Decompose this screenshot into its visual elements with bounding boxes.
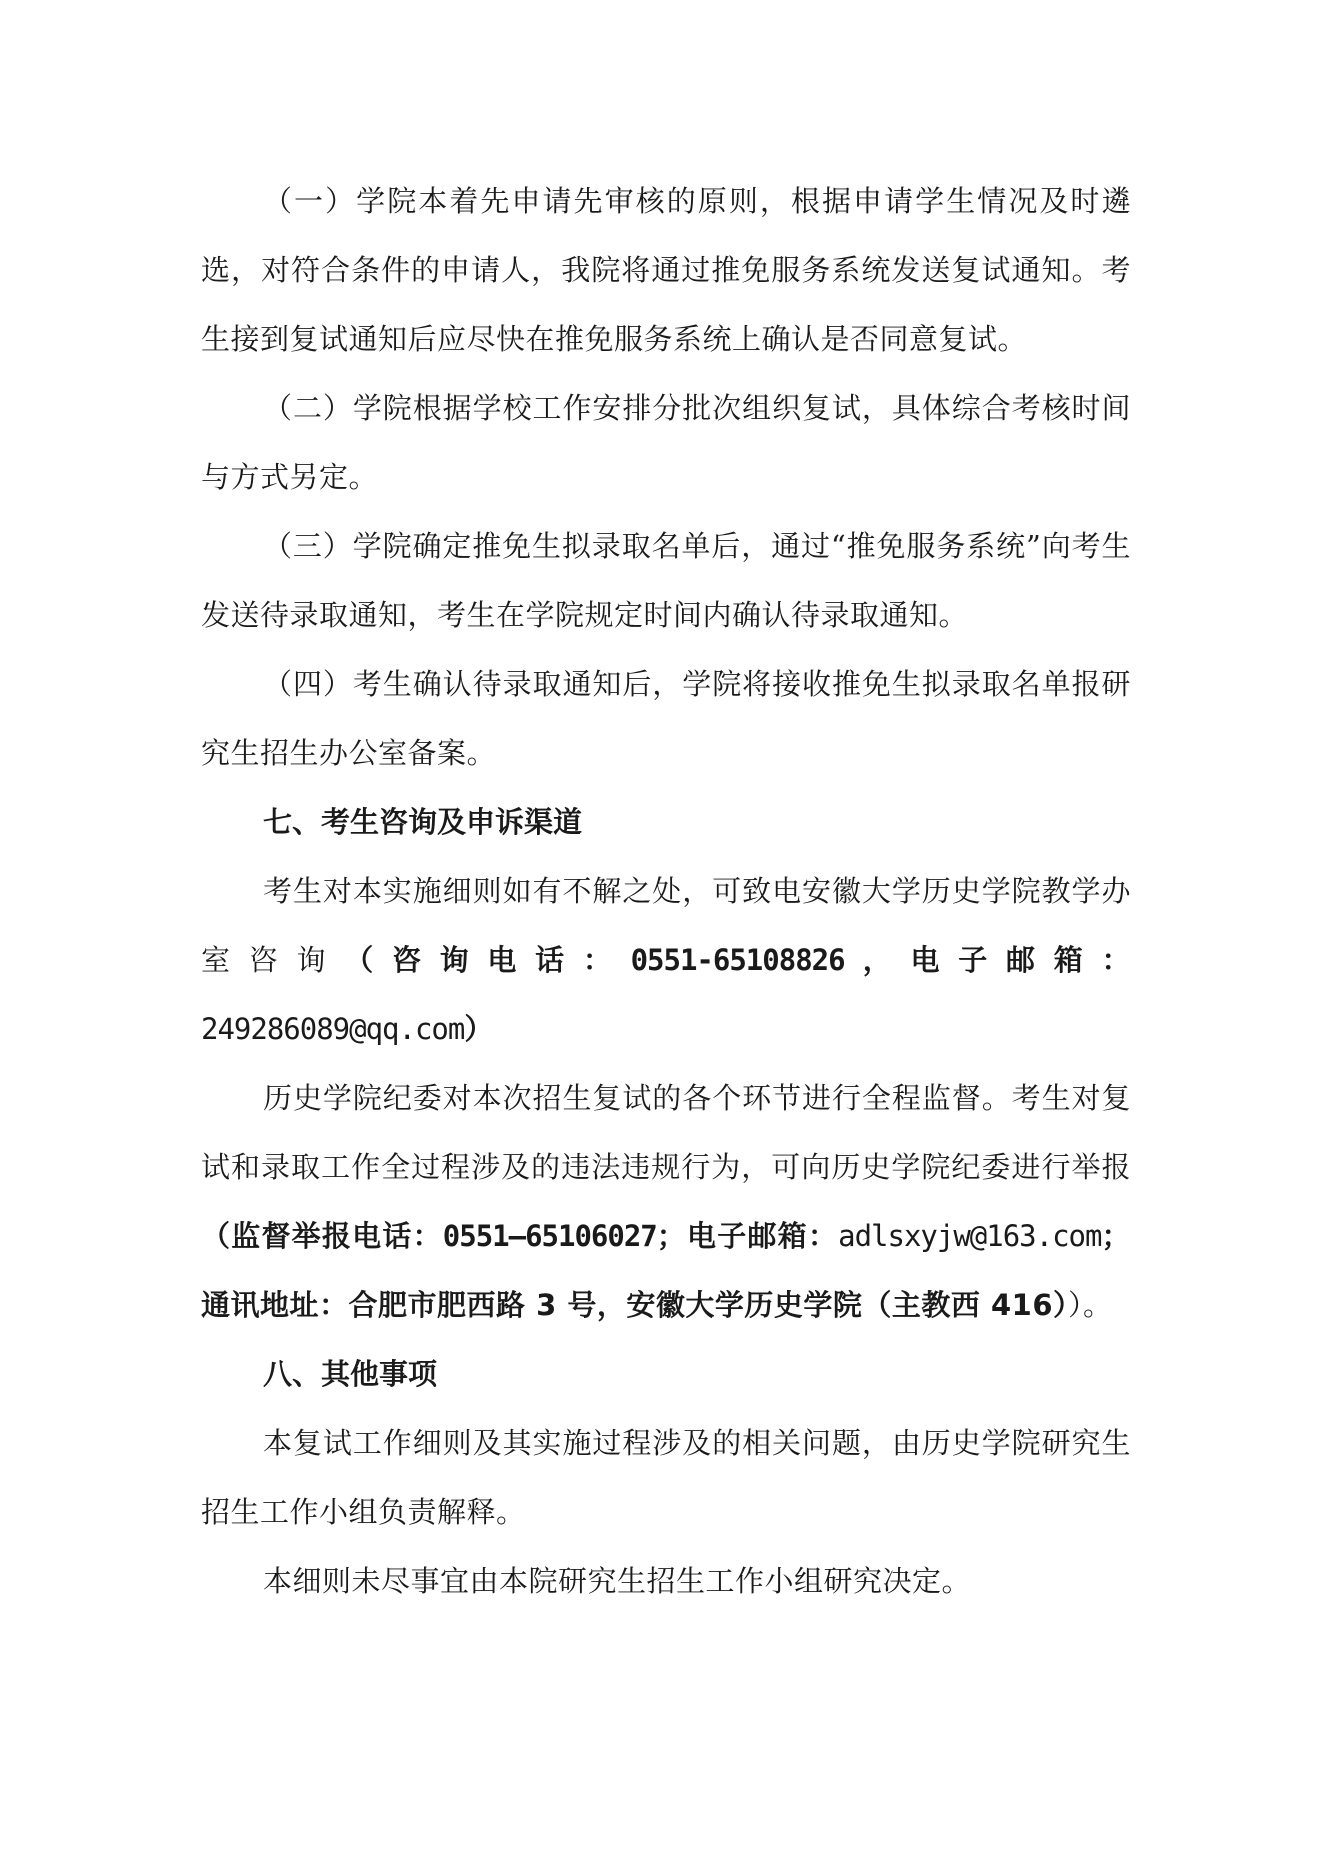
consult-sep: ， — [844, 943, 911, 977]
report-phone: 0551—65106027 — [442, 1219, 657, 1253]
report-open: （ — [201, 1219, 232, 1253]
report-email-label: 电子邮箱： — [686, 1219, 839, 1253]
consult-phone-label: 咨询电话： — [391, 943, 631, 977]
report-close: ）。 — [1068, 1288, 1113, 1322]
report-phone-label: 监督举报电话： — [231, 1219, 443, 1253]
section8-heading: 八、其他事项 — [263, 1357, 438, 1391]
consult-open: （ — [344, 943, 392, 977]
document-body — [201, 167, 1131, 1616]
consult-email[interactable]: 249286089@qq.com — [201, 1012, 465, 1046]
section6-item2: （二）学院根据学校工作安排分批次组织复试，具体综合考核时间与方式另定。 — [201, 391, 1131, 494]
section8-item2: 本细则未尽事宜由本院研究生招生工作小组研究决定。 — [263, 1564, 972, 1598]
consult-close: ） — [464, 1012, 494, 1046]
section6-item1: （一）学院本着先申请先审核的原则，根据申请学生情况及时遴选，对符合条件的申请人，我院将通过推免服务系统发送复试通知。考生接到复试通知后应尽快在推免服务系统上确认是否同意复试。 — [201, 184, 1131, 356]
consult-email-label: 电子邮箱： — [910, 943, 1131, 977]
report-address: 通讯地址：合肥市肥西路 3 号，安徽大学历史学院（主教西 416） — [201, 1288, 1069, 1322]
section6-item4: （四）考生确认待录取通知后，学院将接收推免生拟录取名单报研究生招生办公室备案。 — [201, 667, 1131, 770]
report-email[interactable]: adlsxyjw@163.com — [838, 1219, 1102, 1253]
consult-text: 考生对本实施细则如有不解之处，可致电安徽大学历史学院教学办室咨询 — [201, 874, 1131, 977]
section6-item3: （三）学院确定推免生拟录取名单后，通过“推免服务系统”向考生发送待录取通知，考生在学院规定时间内确认待录取通知。 — [201, 529, 1131, 632]
report-sep: ； — [656, 1219, 687, 1253]
section7-heading: 七、考生咨询及申诉渠道 — [263, 805, 583, 839]
report-paragraph — [201, 1064, 1131, 1340]
consult-paragraph — [201, 857, 1131, 1064]
supervise-text: 历史学院纪委对本次招生复试的各个环节进行全程监督。考生对复试和录取工作全过程涉及的违法违规行为，可向历史学院纪委进行举报 — [201, 1081, 1131, 1184]
report-sep2: ； — [1101, 1219, 1131, 1253]
section8-item1: 本复试工作细则及其实施过程涉及的相关问题，由历史学院研究生招生工作小组负责解释。 — [201, 1426, 1131, 1529]
consult-phone: 0551-65108826 — [630, 943, 845, 977]
